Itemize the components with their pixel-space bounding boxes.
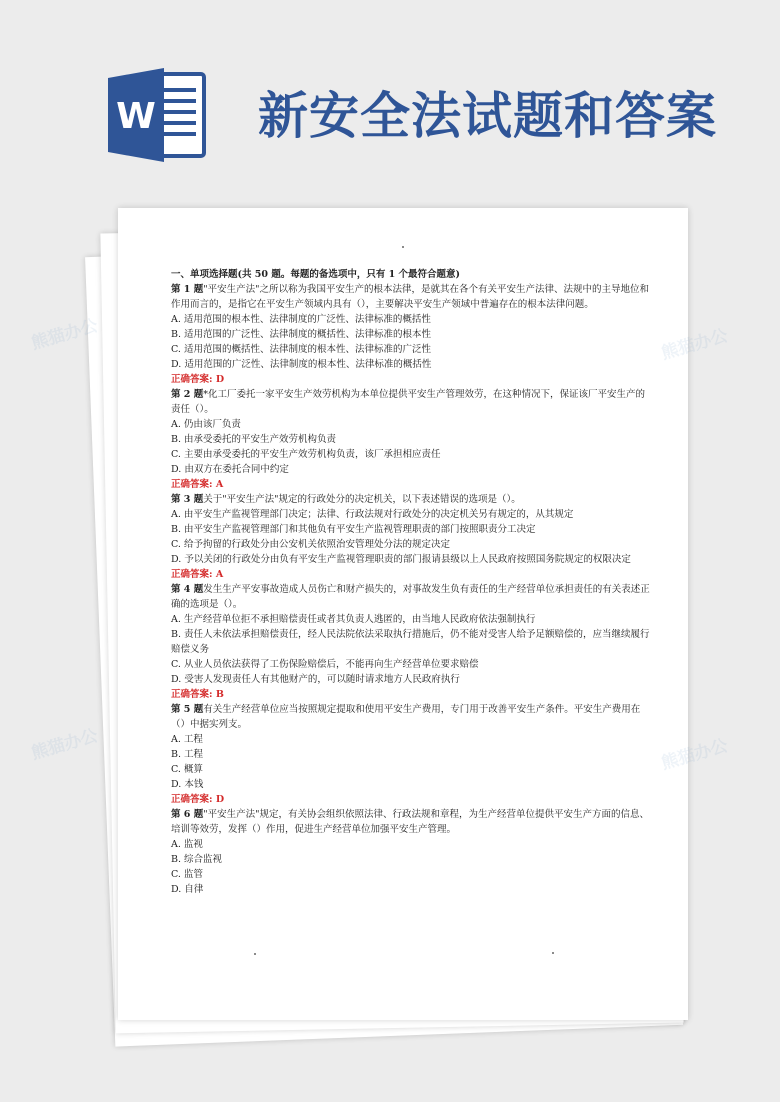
question-stem: [171, 387, 651, 417]
document-content: [171, 267, 651, 897]
answer-option: B. 由平安生产监视管理部门和其他负有平安生产监视管理职责的部门按照职责分工决定: [171, 524, 536, 535]
correct-answer: [171, 477, 651, 492]
page-mark: [402, 246, 404, 248]
word-logo-letter: W: [116, 96, 156, 137]
question-stem: [171, 807, 651, 837]
watermark: 熊猫办公: [29, 315, 101, 354]
document-page: [118, 208, 688, 1020]
correct-answer-value: A: [215, 479, 224, 490]
question-number: 第 1 题: [171, 284, 204, 295]
question-block: [171, 702, 651, 807]
answer-option: C. 给予拘留的行政处分由公安机关依照治安管理处分法的规定决定: [171, 539, 450, 550]
answer-option: A. 适用范围的根本性、法律制度的广泛性、法律标准的概括性: [171, 314, 431, 325]
question-number: 第 2 题: [171, 389, 204, 400]
question-text: "平安生产法"之所以称为我国平安生产的根本法律，是就其在各个有关平安生产法律、法规中的主导地位和作用而言的，是指它在平安生产领域内具有（），主要解决平安生产领域中普遍存在的根本法律问题。: [171, 284, 649, 310]
section-heading: 一、单项选择题(共 50 题。每题的备选项中，只有 1 个最符合题意): [171, 269, 461, 280]
answer-option: C. 适用范围的概括性、法律制度的根本性、法律标准的广泛性: [171, 344, 431, 355]
word-doc-icon: [108, 68, 208, 162]
question-text: 发生生产平安事故造成人员伤亡和财产损失的，对事故发生负有责任的生产经营单位承担责任的有关表述正确的选项是（）。: [171, 584, 650, 610]
question-stem: [171, 702, 651, 732]
answer-option: D. 适用范围的广泛性、法律制度的根本性、法律标准的概括性: [171, 359, 432, 370]
answer-option: A. 由平安生产监视管理部门决定；法律、行政法规对行政处分的决定机关另有规定的，从其规定: [171, 509, 574, 520]
correct-answer: [171, 687, 651, 702]
answer-option: B. 适用范围的广泛性、法律制度的概括性、法律标准的根本性: [171, 329, 432, 340]
correct-answer: [171, 792, 651, 807]
question-number: 第 3 题: [171, 494, 204, 505]
answer-option: A. 生产经营单位拒不承担赔偿责任或者其负责人逃匿的，由当地人民政府依法强制执行: [171, 614, 536, 625]
watermark: 熊猫办公: [29, 725, 101, 764]
page-title: 新安全法试题和答案: [258, 87, 717, 145]
watermark: 熊猫办公: [659, 735, 731, 774]
question-stem: [171, 582, 651, 612]
header-banner: [0, 0, 780, 200]
correct-answer-label: 正确答案:: [171, 479, 213, 490]
question-text: 关于"平安生产法"规定的行政处分的决定机关，以下表述错误的选项是（）。: [203, 494, 521, 505]
question-text: *化工厂委托一家平安生产效劳机构为本单位提供平安生产管理效劳，在这种情况下，保证该厂平安生产的责任（）。: [171, 389, 645, 415]
question-block: [171, 582, 651, 702]
question-block: [171, 387, 651, 492]
answer-option: B. 由承受委托的平安生产效劳机构负责: [171, 434, 337, 445]
answer-option: A. 工程: [171, 734, 203, 745]
question-number: 第 5 题: [171, 704, 204, 715]
answer-option: D. 予以关闭的行政处分由负有平安生产监视管理职责的部门报请县级以上人民政府按照国务院规定的权限决定: [171, 554, 631, 565]
correct-answer-value: A: [215, 569, 224, 580]
question-number: 第 4 题: [171, 584, 204, 595]
page-mark: [552, 952, 554, 954]
answer-option: B. 工程: [171, 749, 204, 760]
correct-answer-value: D: [215, 794, 225, 805]
correct-answer: [171, 567, 651, 582]
answer-option: D. 受害人发现责任人有其他财产的，可以随时请求地方人民政府执行: [171, 674, 460, 685]
correct-answer-label: 正确答案:: [171, 689, 213, 700]
correct-answer-label: 正确答案:: [171, 794, 213, 805]
answer-option: A. 仍由该厂负责: [171, 419, 241, 430]
answer-option: C. 从业人员依法获得了工伤保险赔偿后，不能再向生产经营单位要求赔偿: [171, 659, 479, 670]
question-stem: [171, 492, 651, 507]
question-block: [171, 282, 651, 387]
answer-option: D. 由双方在委托合同中约定: [171, 464, 289, 475]
answer-option: A. 监视: [171, 839, 203, 850]
correct-answer-value: D: [215, 374, 225, 385]
question-block: [171, 807, 651, 897]
answer-option: C. 主要由承受委托的平安生产效劳机构负责，该厂承担相应责任: [171, 449, 441, 460]
question-number: 第 6 题: [171, 809, 204, 820]
correct-answer-value: B: [215, 689, 224, 700]
answer-option: D. 本钱: [171, 779, 204, 790]
correct-answer-label: 正确答案:: [171, 569, 213, 580]
question-text: 有关生产经营单位应当按照规定提取和使用平安生产费用，专门用于改善平安生产条件。平安生产费用在（）中据实列支。: [171, 704, 641, 730]
answer-option: D. 自律: [171, 884, 204, 895]
question-stem: [171, 282, 651, 312]
watermark: 熊猫办公: [659, 325, 731, 364]
question-block: [171, 492, 651, 582]
answer-option: C. 监管: [171, 869, 203, 880]
correct-answer: [171, 372, 651, 387]
question-text: "平安生产法"规定，有关协会组织依照法律、行政法规和章程，为生产经营单位提供平安生产方面的信息、培训等效劳，发挥（）作用，促进生产经营单位加强平安生产管理。: [171, 809, 649, 835]
answer-option: B. 综合监视: [171, 854, 223, 865]
answer-option: C. 概算: [171, 764, 203, 775]
question-list: [171, 282, 651, 897]
correct-answer-label: 正确答案:: [171, 374, 213, 385]
answer-option: B. 责任人未依法承担赔偿责任，经人民法院依法采取执行措施后，仍不能对受害人给予足额赔偿的，应当继续履行赔偿义务: [171, 629, 650, 655]
page-mark: [254, 953, 256, 955]
